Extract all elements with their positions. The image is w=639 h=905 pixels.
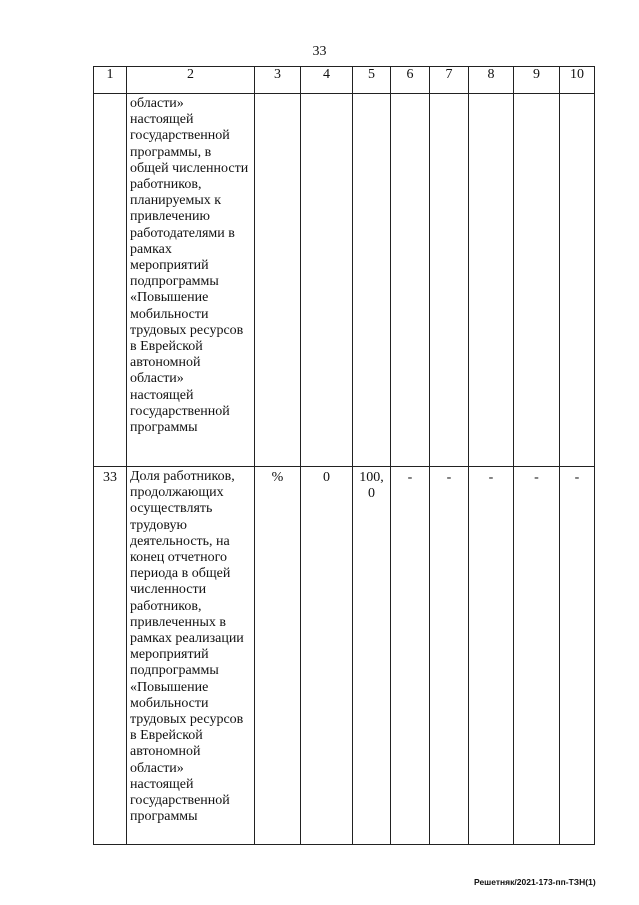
table-cell	[255, 94, 301, 467]
table-cell	[430, 94, 469, 467]
value-cell	[301, 467, 353, 845]
value-cell	[430, 467, 469, 845]
header-cell: 4	[301, 67, 353, 94]
header-cell: 5	[353, 67, 391, 94]
value-cell	[469, 467, 514, 845]
indicator-name-cell	[127, 94, 255, 467]
table-header-row	[94, 67, 595, 94]
value-text: -	[407, 470, 413, 485]
value-cell	[560, 467, 595, 845]
unit-text: %	[271, 470, 284, 485]
table-cell	[514, 94, 560, 467]
value-text: 0	[323, 470, 330, 485]
unit-cell	[255, 467, 301, 845]
indicators-table	[93, 66, 595, 845]
table-cell	[469, 94, 514, 467]
header-cell: 6	[391, 67, 430, 94]
row-number-cell	[94, 467, 127, 845]
value-text: -	[574, 470, 580, 485]
value-text: -	[446, 470, 452, 485]
value-text: -	[534, 470, 539, 485]
header-cell: 8	[469, 67, 514, 94]
table-cell	[353, 94, 391, 467]
row-number-cell	[94, 94, 127, 467]
indicator-name-text: Доля работников, продолжающих осуществлять трудовую деятельность, на конец отчетного периода в общей численности работников, привлеченных в рамках реализации мероприятий подпрограммы «Повышение мобильности трудовых ресурсов в Еврейской автономной области» настоящей государственной программы	[130, 469, 244, 825]
value-text: -	[488, 470, 494, 485]
table-row-continuation	[94, 94, 595, 467]
header-cell: 3	[255, 67, 301, 94]
table-cell	[391, 94, 430, 467]
table-row-33	[94, 467, 595, 845]
value-cell	[514, 467, 560, 845]
header-cell: 2	[127, 67, 255, 94]
header-cell: 10	[560, 67, 595, 94]
indicator-name-cell	[127, 467, 255, 845]
header-cell: 9	[514, 67, 560, 94]
table-cell	[301, 94, 353, 467]
page-number: 33	[312, 44, 327, 59]
indicator-name-text: области» настоящей государственной программы, в общей численности работников, планируемых к привлечению работодателями в рамках мероприятий подпрограммы «Повышение мобильности трудовых ресурсов в Еврейской автономной области» настоящей государственной программы	[130, 96, 249, 436]
table-cell	[560, 94, 595, 467]
value-cell	[353, 467, 391, 845]
row-number-text: 33	[103, 470, 117, 485]
value-text: 100, 0	[359, 470, 384, 502]
header-cell: 1	[94, 67, 127, 94]
value-cell	[391, 467, 430, 845]
document-footer-stamp: Решетняк/2021-173-пп-ТЗН(1)	[474, 877, 596, 887]
header-cell: 7	[430, 67, 469, 94]
